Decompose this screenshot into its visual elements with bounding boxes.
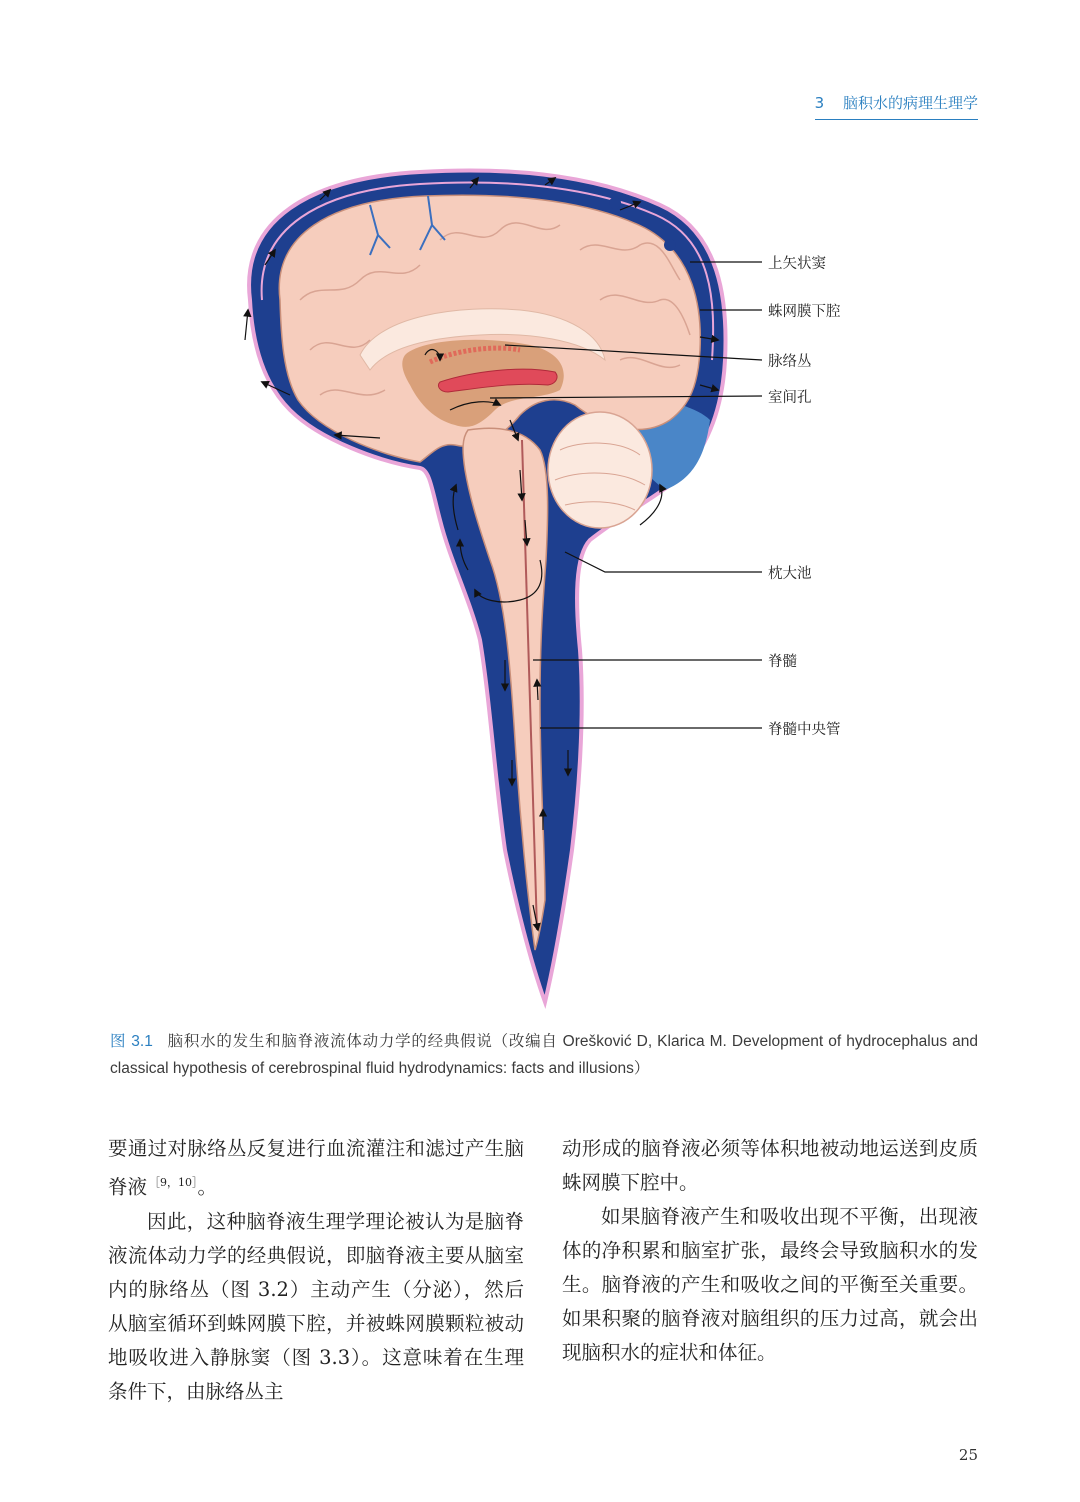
label-cisterna-magna: 枕大池 — [768, 566, 812, 582]
label-central-canal: 脊髓中央管 — [768, 722, 841, 738]
label-choroid-plexus: 脉络丛 — [768, 354, 812, 370]
arachnoid-granulation — [664, 239, 676, 251]
figure-label: 图 3.1 — [110, 1033, 153, 1050]
body-column-left — [108, 1132, 524, 1409]
page-number: 25 — [958, 1446, 978, 1464]
arachnoid-granulation — [609, 197, 621, 209]
label-spinal-cord: 脊髓 — [768, 654, 797, 670]
caption-text: 脑积水的发生和脑脊液流体动力学的经典假说（改编自 Orešković D, Klarica M. Development of hydrocephalus and classical hypothesis of cerebrospinal fluid hydrodynamics: facts and illusions） — [110, 1033, 978, 1077]
paragraph: 动形成的脑脊液必须等体积地被动地运送到皮质蛛网膜下腔中。 — [562, 1137, 978, 1194]
paragraph: 如果脑脊液产生和吸收出现不平衡，出现液体的净积累和脑室扩张，最终会导致脑积水的发生。脑脊液的产生和吸收之间的平衡至关重要。如果积聚的脑脊液对脑组织的压力过高，就会出现脑积水的症状和体征。 — [562, 1205, 978, 1364]
label-interventricular-foramen: 室间孔 — [768, 390, 812, 406]
paragraph: 因此，这种脑脊液生理学理论被认为是脑脊液流体动力学的经典假说，即脑脊液主要从脑室内的脉络丛（图 3.2）主动产生（分泌），然后从脑室循环到蛛网膜下腔，并被蛛网膜颗粒被动地吸收进入静脉窦（图 3.3）。这意味着在生理条件下，由脉络丛主 — [108, 1209, 524, 1403]
paragraph — [108, 1132, 524, 1205]
cerebellum — [548, 412, 652, 528]
chapter-title: 脑积水的病理生理学 — [842, 94, 978, 112]
figure-caption — [110, 1028, 978, 1082]
paragraph-end: 。 — [197, 1175, 218, 1199]
label-subarachnoid-space: 蛛网膜下腔 — [768, 304, 841, 320]
paragraph-text: 要通过对脉络丛反复进行血流灌注和滤过产生脑脊液 — [108, 1137, 524, 1199]
body-column-right — [562, 1132, 978, 1370]
label-superior-sagittal-sinus: 上矢状窦 — [768, 256, 826, 272]
chapter-number: 3 — [814, 94, 825, 112]
citation-ref: ［9，10］ — [149, 1176, 198, 1189]
